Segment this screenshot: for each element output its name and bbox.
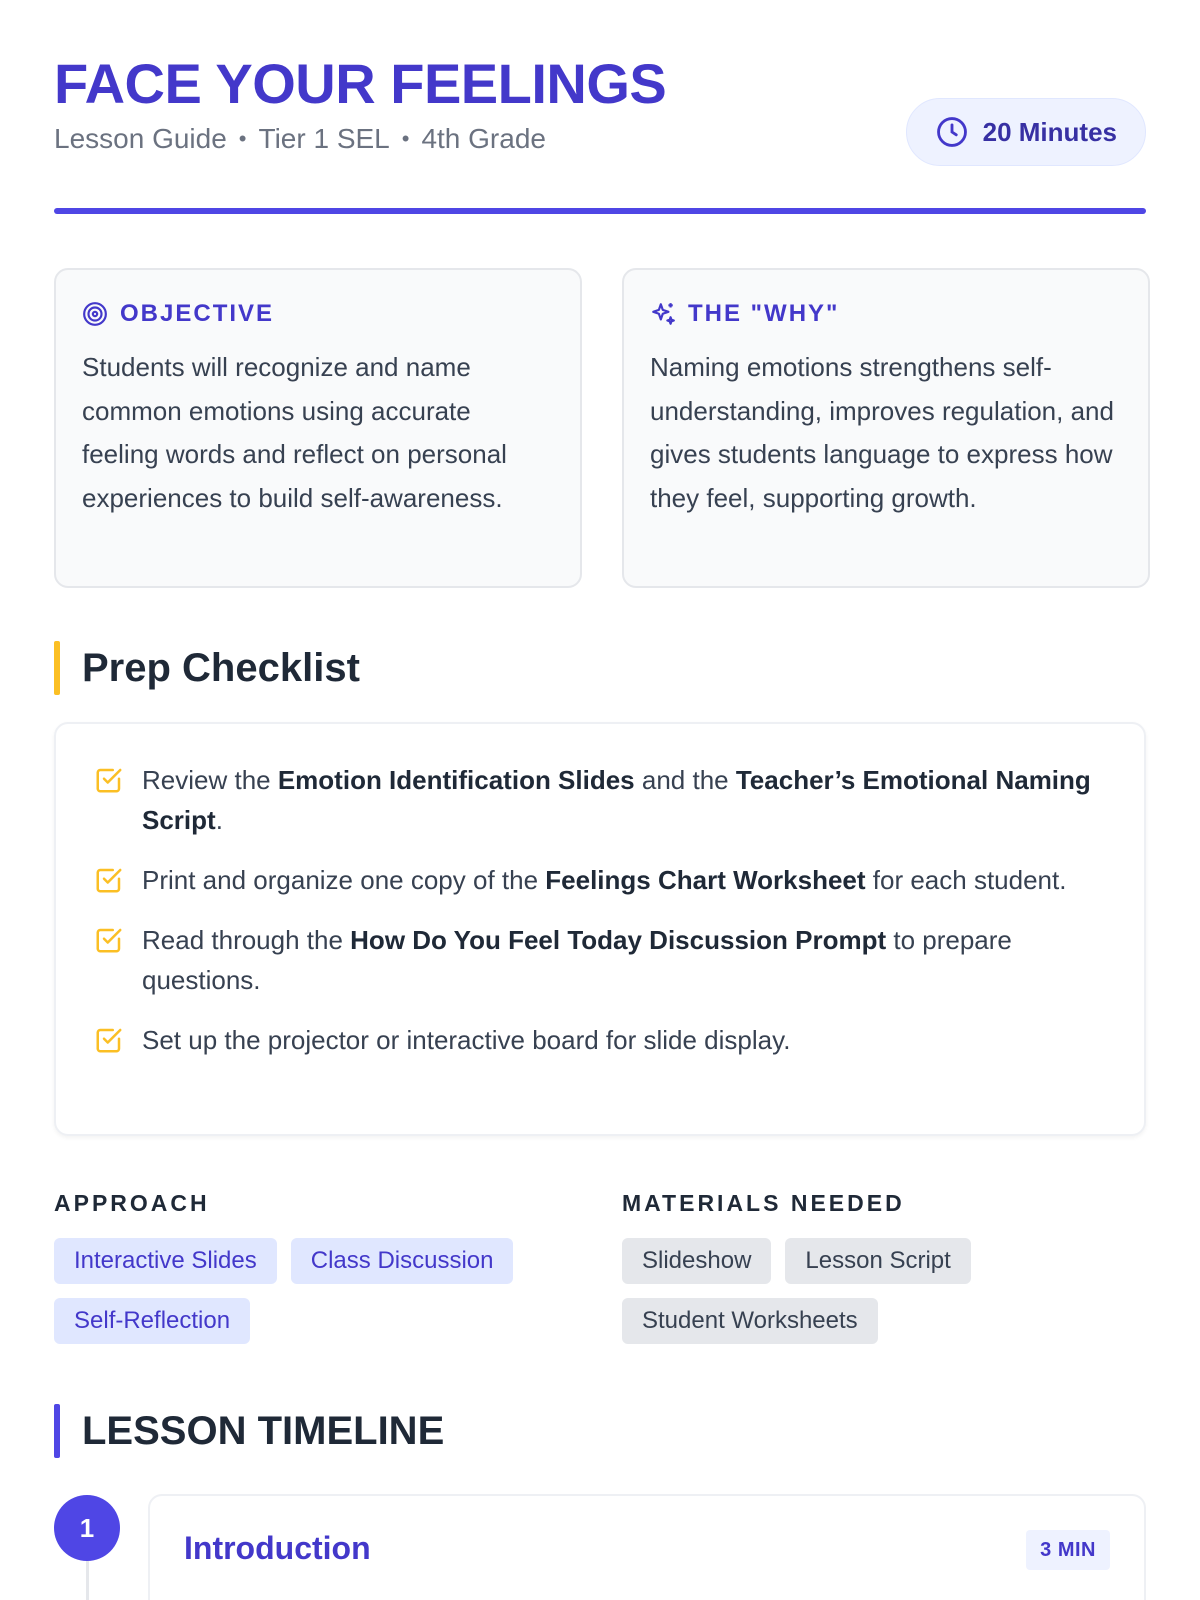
- checklist-item: [94, 860, 1106, 900]
- checklist-item: [94, 760, 1106, 840]
- checklist-item-text: Print and organize one copy of the Feelings Chart Worksheet for each student.: [142, 865, 1067, 895]
- approach-column: [54, 1190, 594, 1344]
- section-accent-bar: [54, 641, 60, 695]
- objective-heading: [82, 296, 554, 332]
- objective-text: Students will recognize and name common emotions using accurate feeling words and reflect on personal experiences to build self-awareness.: [82, 352, 507, 513]
- why-heading: [650, 296, 1122, 332]
- approach-materials-section: [54, 1190, 1146, 1350]
- page-title: FACE YOUR FEELINGS: [54, 52, 667, 115]
- objective-card: [54, 268, 582, 588]
- lesson-timeline-heading: [54, 1404, 444, 1458]
- prep-checklist-heading: [54, 641, 360, 695]
- duration-badge: [906, 98, 1146, 166]
- subtitle-separator: •: [401, 126, 410, 151]
- material-tag: Slideshow: [622, 1238, 771, 1284]
- lesson-header: [54, 52, 1146, 212]
- checkbox-checked-icon: [94, 865, 124, 895]
- materials-heading: MATERIALS NEEDED: [622, 1190, 905, 1216]
- sparkles-icon: [650, 301, 676, 327]
- checklist-item: [94, 920, 1106, 1000]
- objective-heading-text: OBJECTIVE: [120, 300, 275, 327]
- materials-column: [622, 1190, 1162, 1344]
- why-text: Naming emotions strengthens self-understanding, improves regulation, and gives students language to express how they feel, supporting growth.: [650, 352, 1114, 513]
- header-divider: [54, 208, 1146, 214]
- why-card: [622, 268, 1150, 588]
- material-tag: Student Worksheets: [622, 1298, 878, 1344]
- checklist-item-text: Set up the projector or interactive board for slide display.: [142, 1025, 791, 1055]
- approach-tag: Class Discussion: [291, 1238, 514, 1284]
- checklist-item-text: Read through the How Do You Feel Today Discussion Prompt to prepare questions.: [142, 925, 1012, 995]
- approach-heading: APPROACH: [54, 1190, 210, 1216]
- subtitle-tier: Tier 1 SEL: [258, 123, 390, 154]
- duration-text: 20 Minutes: [982, 116, 1117, 147]
- subtitle-guide: Lesson Guide: [54, 123, 227, 154]
- materials-tags: [622, 1238, 1162, 1344]
- checkbox-checked-icon: [94, 925, 124, 955]
- material-tag: Lesson Script: [785, 1238, 970, 1284]
- step-title: Introduction: [184, 1530, 371, 1566]
- subtitle-grade: 4th Grade: [421, 123, 546, 154]
- lesson-timeline-title: LESSON TIMELINE: [82, 1408, 445, 1453]
- approach-tag: Interactive Slides: [54, 1238, 277, 1284]
- subtitle-separator: •: [238, 126, 247, 151]
- step-duration-badge: 3 MIN: [1026, 1530, 1110, 1570]
- approach-tag: Self-Reflection: [54, 1298, 250, 1344]
- prep-checklist-title: Prep Checklist: [82, 645, 360, 690]
- step-number-badge: 1: [54, 1495, 120, 1561]
- approach-tags: [54, 1238, 594, 1344]
- prep-checklist: [54, 722, 1146, 1136]
- checklist-item-text: Review the Emotion Identification Slides and the Teacher’s Emotional Naming Script.: [142, 765, 1091, 835]
- section-accent-bar: [54, 1404, 60, 1458]
- timeline-step-card: [148, 1494, 1146, 1600]
- clock-icon: [935, 115, 969, 149]
- target-icon: [82, 301, 108, 327]
- timeline-connector: [86, 1561, 89, 1600]
- checkbox-checked-icon: [94, 765, 124, 795]
- checkbox-checked-icon: [94, 1025, 124, 1055]
- checklist-item: [94, 1020, 1106, 1060]
- why-heading-text: THE "WHY": [688, 300, 840, 327]
